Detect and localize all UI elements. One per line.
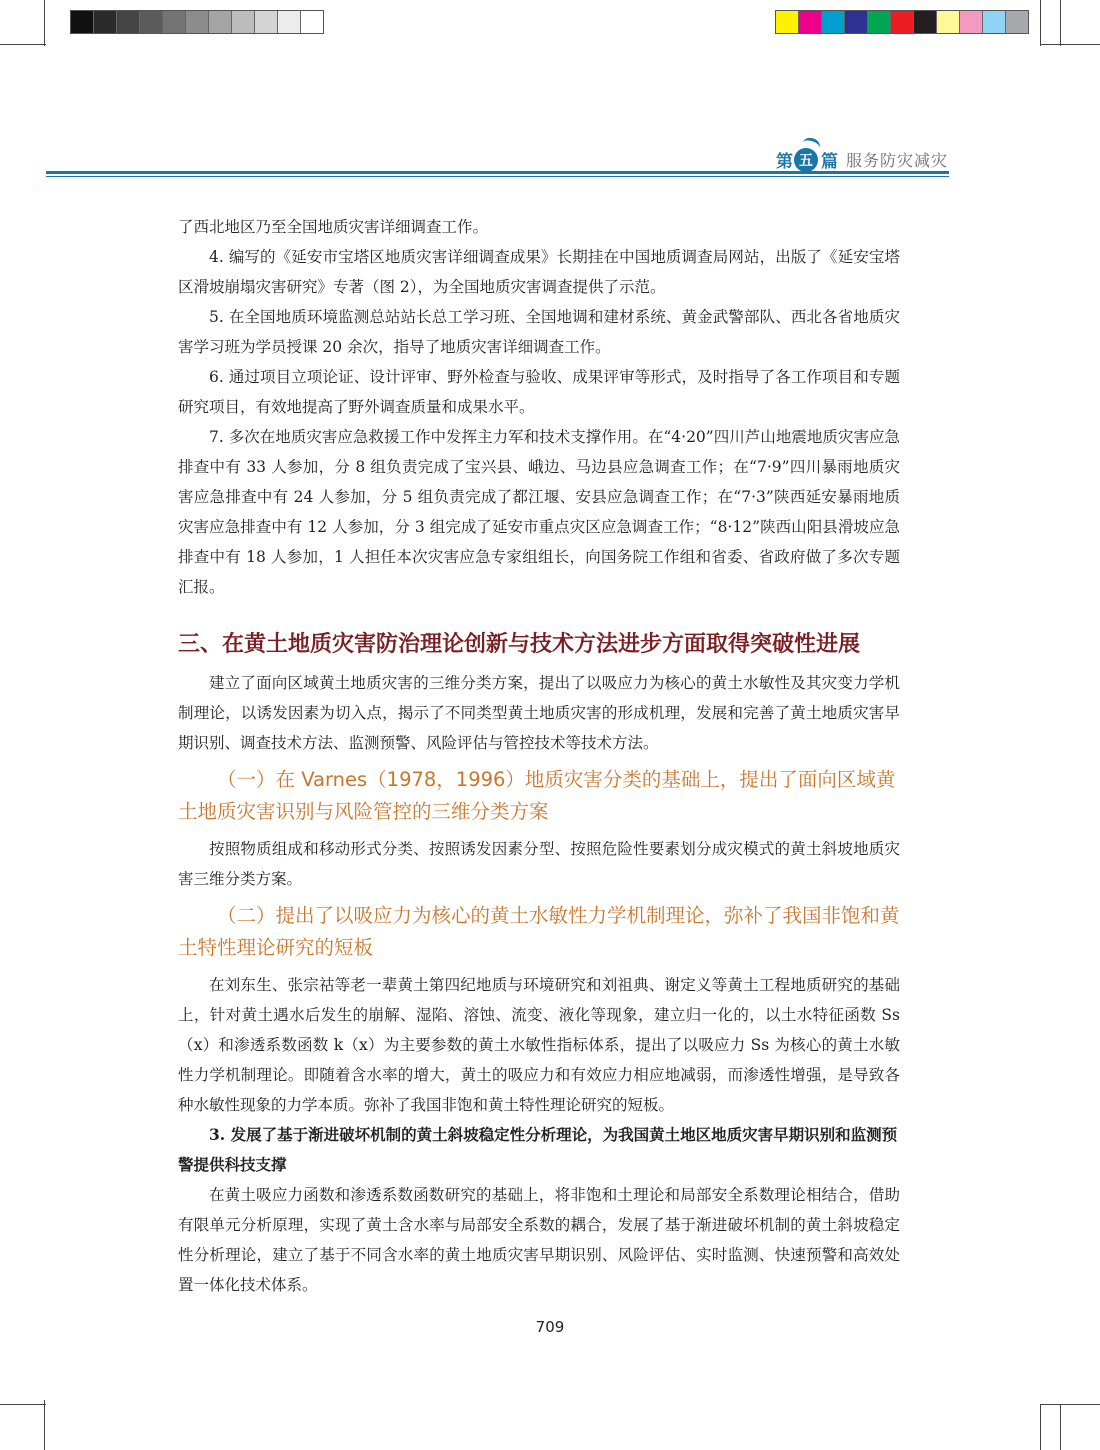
color-swatch	[186, 11, 209, 33]
paragraph-continued: 了西北地区乃至全国地质灾害详细调查工作。	[178, 218, 489, 236]
color-swatch	[914, 11, 937, 33]
color-swatch	[983, 11, 1006, 33]
list-item-6: 6. 通过项目立项论证、设计评审、野外检查与验收、成果评审等形式，及时指导了各工作项目和专题研究项目，有效地提高了野外调查质量和成果水平。	[178, 368, 900, 416]
crop-mark-top-right	[1060, 0, 1061, 46]
list-item-5: 5. 在全国地质环境监测总站站长总工学习班、全国地调和建材系统、黄金武警部队、西北各省地质灾害学习班为学员授课 20 余次，指导了地质灾害详细调查工作。	[178, 308, 900, 356]
subsection-heading-3: 3. 发展了基于渐进破坏机制的黄土斜坡稳定性分析理论，为我国黄土地区地质灾害早期识别和监测预警提供科技支撑	[178, 1125, 898, 1174]
color-swatch	[891, 11, 914, 33]
section-heading-3: 三、在黄土地质灾害防治理论创新与技术方法进步方面取得突破性进展	[178, 632, 861, 657]
section-intro: 建立了面向区域黄土地质灾害的三维分类方案，提出了以吸应力为核心的黄土水敏性及其灾变力学机制理论，以诱发因素为切入点，揭示了不同类型黄土地质灾害的形成机理，发展和完善了黄土地质灾害早期识别、调查技术方法、监测预警、风险评估与管控技术等技术方法。	[178, 674, 900, 752]
color-swatch	[937, 11, 960, 33]
header-rule-thin	[46, 176, 949, 177]
color-swatch	[845, 11, 868, 33]
color-swatch	[960, 11, 983, 33]
list-item-4: 4. 编写的《延安市宝塔区地质灾害详细调查成果》长期挂在中国地质调查局网站，出版了《延安宝塔区滑坡崩塌灾害研究》专著（图 2），为全国地质灾害调查提供了示范。	[178, 248, 900, 296]
subsection-3-text: 在黄土吸应力函数和渗透系数函数研究的基础上，将非饱和土理论和局部安全系数理论相结合，借助有限单元分析原理，实现了黄土含水率与局部安全系数的耦合，发展了基于渐进破坏机制的黄土斜坡稳定性分析理论，建立了基于不同含水率的黄土地质灾害早期识别、风险评估、实时监测、快速预警和高效处置一体化技术体系。	[178, 1186, 900, 1294]
part-number: 五	[794, 148, 818, 172]
crop-mark-bottom-right	[1040, 1404, 1100, 1405]
crop-mark-bottom-right	[1040, 1404, 1041, 1450]
color-swatch	[140, 11, 163, 33]
color-swatch	[278, 11, 301, 33]
running-header	[776, 146, 948, 172]
page-body	[178, 212, 900, 1300]
crop-mark-top-right	[1040, 44, 1100, 45]
crop-mark-bottom-left	[0, 1404, 46, 1405]
color-swatch	[94, 11, 117, 33]
process-color-bar	[775, 10, 1029, 34]
grayscale-color-bar	[70, 10, 324, 34]
page-number: 709	[535, 1318, 565, 1336]
part-prefix: 第	[775, 151, 793, 172]
subsection-heading-2: （二）提出了以吸应力为核心的黄土水敏性力学机制理论，弥补了我国非饱和黄土特性理论研究的短板	[178, 904, 900, 959]
subsection-2-text: 在刘东生、张宗祜等老一辈黄土第四纪地质与环境研究和刘祖典、谢定义等黄土工程地质研究的基础上，针对黄土遇水后发生的崩解、湿陷、溶蚀、流变、液化等现象，建立归一化的，以土水特征函数 Ss（x）和渗透系数函数 k（x）为主要参数的黄土水敏性指标体系，提出了以吸应力 Ss 为核心的黄土水敏性力学机制理论。即随着含水率的增大，黄土的吸应力和有效应力相应地减弱，而渗透性增强，是导致各种水敏性现象的力学本质。弥补了我国非饱和黄土特性理论研究的短板。	[178, 976, 900, 1114]
part-title: 服务防灾减灾	[845, 150, 948, 170]
color-swatch	[163, 11, 186, 33]
part-suffix: 篇	[820, 151, 838, 172]
color-swatch	[255, 11, 278, 33]
color-swatch	[209, 11, 232, 33]
color-swatch	[71, 11, 94, 33]
header-rule	[46, 171, 949, 174]
color-swatch	[776, 11, 799, 33]
color-swatch	[799, 11, 822, 33]
crop-mark-top-left	[44, 0, 45, 46]
crop-mark-bottom-left	[44, 1400, 45, 1450]
color-swatch	[232, 11, 255, 33]
subsection-heading-1: （一）在 Varnes（1978，1996）地质灾害分类的基础上，提出了面向区域黄土地质灾害识别与风险管控的三维分类方案	[178, 768, 896, 823]
crop-mark-top-right	[1040, 0, 1041, 46]
crop-mark-top-left	[0, 44, 46, 45]
part-number-badge	[794, 146, 820, 172]
crop-mark-bottom-right	[1060, 1404, 1061, 1450]
color-swatch	[868, 11, 891, 33]
subsection-1-text: 按照物质组成和移动形式分类、按照诱发因素分型、按照危险性要素划分成灾模式的黄土斜坡地质灾害三维分类方案。	[178, 840, 900, 888]
color-swatch	[822, 11, 845, 33]
color-swatch	[117, 11, 140, 33]
list-item-7: 7. 多次在地质灾害应急救援工作中发挥主力军和技术支撑作用。在“4·20”四川芦山地震地质灾害应急排查中有 33 人参加，分 8 组负责完成了宝兴县、峨边、马边县应急调查工作；在“7·9”四川暴雨地质灾害应急排查中有 24 人参加，分 5 组负责完成了都江堰、安县应急调查工作；在“7·3”陕西延安暴雨地质灾害应急排查中有 12 人参加，分 3 组完成了延安市重点灾区应急调查工作；“8·12”陕西山阳县滑坡应急排查中有 18 人参加，1 人担任本次灾害应急专家组组长，向国务院工作组和省委、省政府做了多次专题汇报。	[178, 428, 900, 596]
color-swatch	[1006, 11, 1028, 33]
color-swatch	[301, 11, 323, 33]
